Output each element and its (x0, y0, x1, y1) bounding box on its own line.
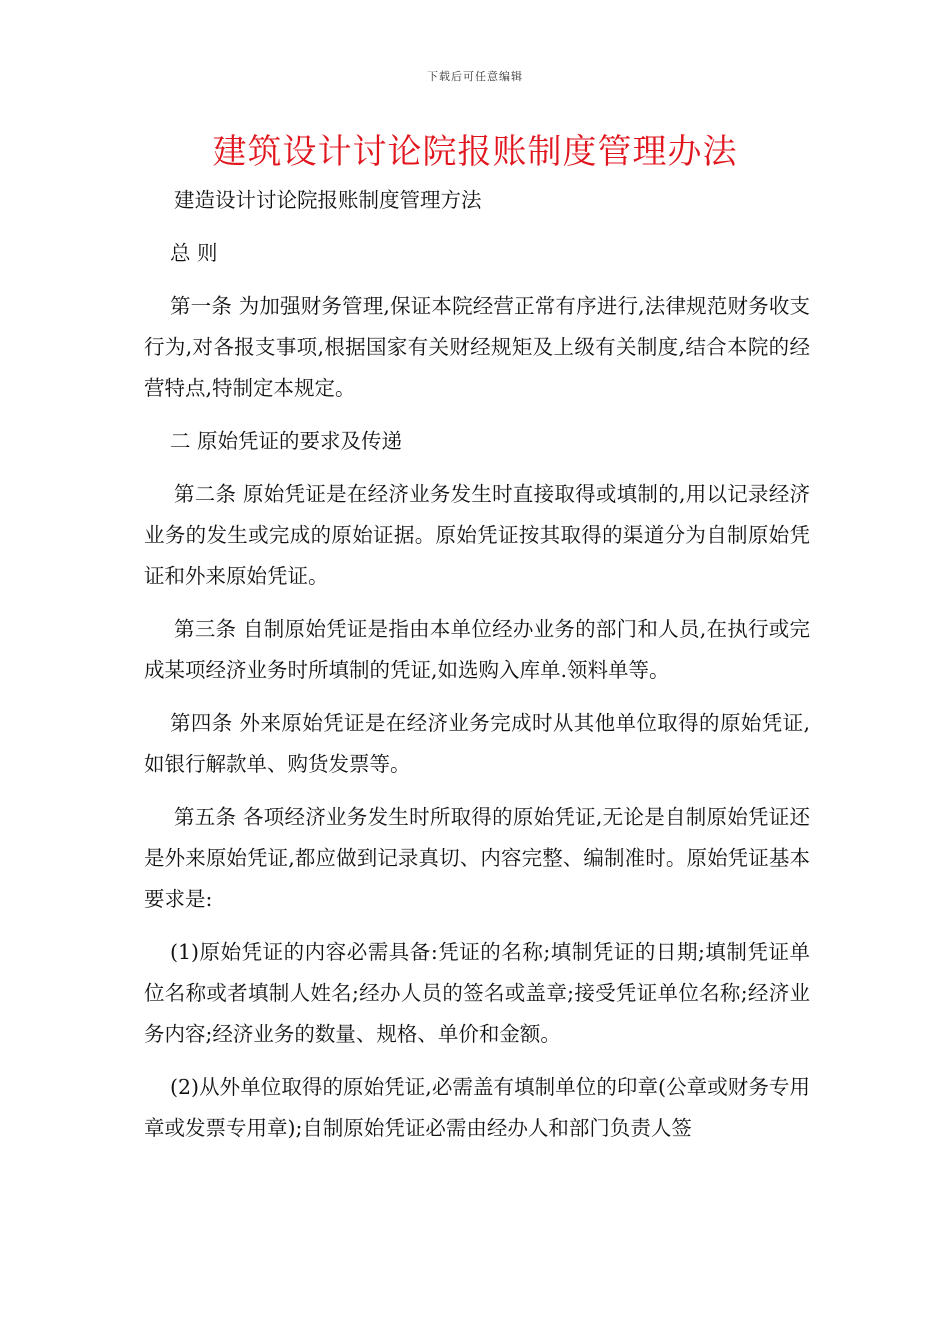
document-title: 建筑设计讨论院报账制度管理办法 (212, 132, 738, 172)
list-item-2: (2)从外单位取得的原始凭证,必需盖有填制单位的印章(公章或财务专用章或发票专用章);自制原始凭证必需由经办人和部门负责人签 (144, 1075, 810, 1140)
article-4: 第四条 外来原始凭证是在经济业务完成时从其他单位取得的原始凭证,如银行解款单、购货发票等。 (144, 711, 810, 776)
document-subtitle: 建造设计讨论院报账制度管理方法 (174, 188, 482, 212)
section-heading-general: 总 则 (170, 241, 218, 265)
article-3: 第三条 自制原始凭证是指由本单位经办业务的部门和人员,在执行或完成某项经济业务时所填制的凭证,如选购入库单.领料单等。 (144, 617, 810, 682)
document-body (144, 180, 810, 1161)
list-item-1: (1)原始凭证的内容必需具备:凭证的名称;填制凭证的日期;填制凭证单位名称或者填制人姓名;经办人员的签名或盖章;接受凭证单位名称;经济业务内容;经济业务的数量、规格、单价和金额。 (144, 940, 810, 1046)
article-1: 第一条 为加强财务管理,保证本院经营正常有序进行,法律规范财务收支行为,对各报支事项,根据国家有关财经规矩及上级有关制度,结合本院的经营特点,特制定本规定。 (144, 294, 810, 400)
article-5: 第五条 各项经济业务发生时所取得的原始凭证,无论是自制原始凭证还是外来原始凭证,都应做到记录真切、内容完整、编制准时。原始凭证基本要求是: (144, 805, 810, 911)
header-note: 下载后可任意编辑 (427, 70, 523, 83)
article-2: 第二条 原始凭证是在经济业务发生时直接取得或填制的,用以记录经济业务的发生或完成的原始证据。原始凭证按其取得的渠道分为自制原始凭证和外来原始凭证。 (144, 482, 810, 588)
section-heading-2: 二 原始凭证的要求及传递 (170, 429, 403, 453)
